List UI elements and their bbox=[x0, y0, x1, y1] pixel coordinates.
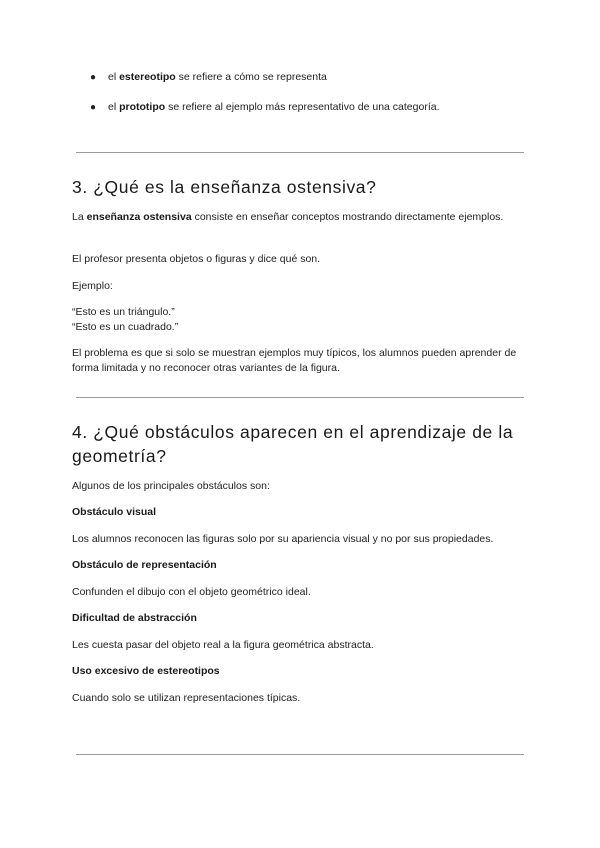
divider bbox=[76, 397, 524, 398]
bullet-icon: ● bbox=[90, 102, 97, 113]
example-quote: “Esto es un cuadrado.” bbox=[72, 320, 179, 333]
obstacle-title: Dificultad de abstracción bbox=[72, 612, 197, 624]
section-4-heading: 4. ¿Qué obstáculos aparecen en el aprendizaje de la geometría? bbox=[72, 422, 514, 466]
obstacle-text: Les cuesta pasar del objeto real a la figura geométrica abstracta. bbox=[72, 639, 374, 651]
obstacle-text: Cuando solo se utilizan representaciones típicas. bbox=[72, 692, 301, 704]
example-quote: “Esto es un triángulo.” bbox=[72, 306, 175, 318]
obstacle-text: Los alumnos reconocen las figuras solo por su apariencia visual y no por sus propiedades. bbox=[72, 533, 494, 545]
obstacle-title: Obstáculo visual bbox=[72, 506, 157, 518]
divider bbox=[76, 754, 524, 755]
section-3-heading: 3. ¿Qué es la enseñanza ostensiva? bbox=[72, 177, 377, 197]
section-4-intro: Algunos de los principales obstáculos son: bbox=[72, 480, 270, 492]
bullet-icon: ● bbox=[90, 72, 97, 83]
obstacle-title: Uso excesivo de estereotipos bbox=[72, 665, 220, 677]
section-3-paragraph: El problema es que si solo se muestran ejemplos muy típicos, los alumnos pueden aprender de forma limitada y no reconocer otras variantes de la figura. bbox=[72, 347, 517, 374]
section-3-intro: La enseñanza ostensiva consiste en enseñar conceptos mostrando directamente ejemplos. bbox=[72, 211, 504, 223]
section-3-paragraph: El profesor presenta objetos o figuras y dice qué son. bbox=[72, 253, 321, 265]
obstacle-title: Obstáculo de representación bbox=[72, 559, 217, 571]
list-item: ● el estereotipo se refiere a cómo se representa bbox=[90, 71, 327, 83]
section-3-example-label: Ejemplo: bbox=[72, 280, 113, 292]
obstacle-text: Confunden el dibujo con el objeto geométrico ideal. bbox=[72, 586, 311, 598]
list-item: ● el prototipo se refiere al ejemplo más representativo de una categoría. bbox=[90, 101, 440, 113]
divider bbox=[76, 152, 524, 153]
bullet-list bbox=[88, 70, 548, 130]
